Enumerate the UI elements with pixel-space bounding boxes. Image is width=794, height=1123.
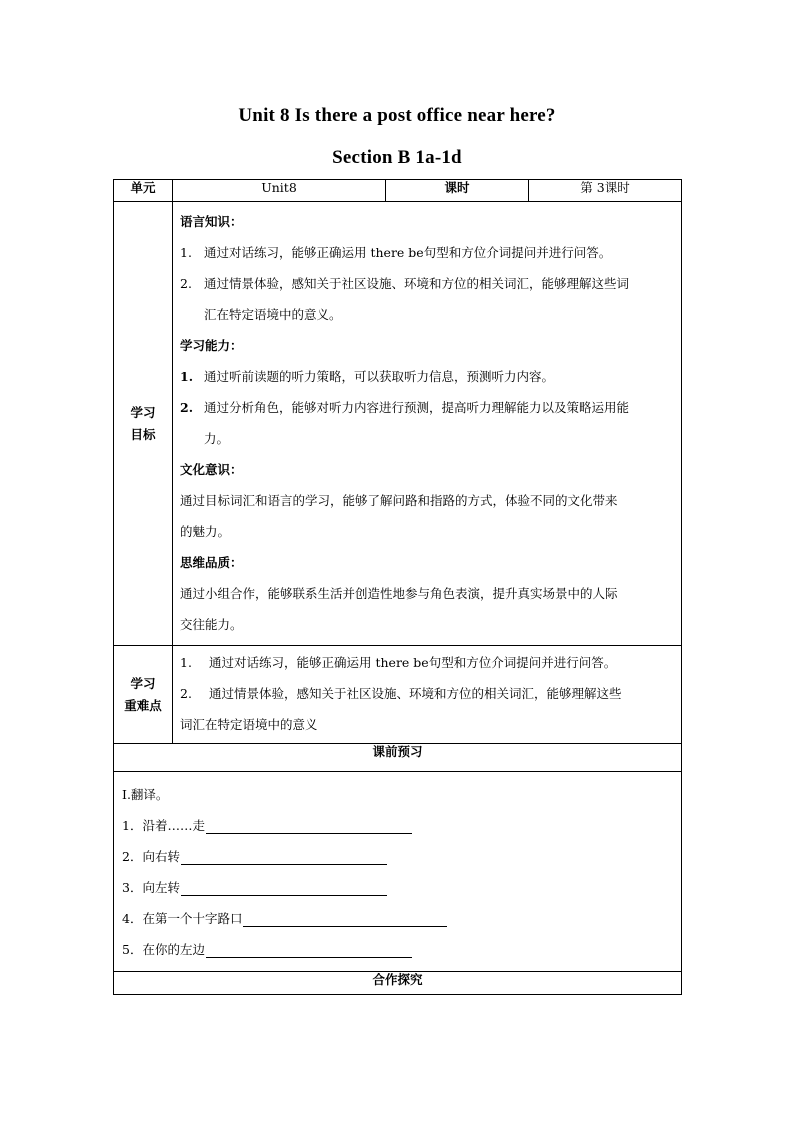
lesson-plan-table [113, 179, 682, 995]
key-points-row [114, 646, 682, 744]
objectives-row [114, 202, 682, 646]
item-text: 沿着……走 [142, 818, 205, 833]
unit-value: Unit8 [173, 180, 386, 202]
translation-item-4 [122, 903, 673, 934]
objectives-label-line2: 目标 [130, 426, 156, 442]
translation-item-3 [122, 872, 673, 903]
preview-content [114, 772, 682, 972]
item-text: 通过对话练习，能够正确运用 there be句型和方位介词提问并进行问答。 [204, 245, 612, 260]
key-point-2-continued: 词汇在特定语境中的意义 [180, 717, 318, 732]
item-number: 3． [122, 880, 143, 895]
language-item-1 [180, 237, 675, 268]
item-number: 1． [122, 818, 143, 833]
item-text-continued: 力。 [204, 431, 230, 446]
thinking-heading: 思维品质： [180, 555, 243, 570]
key-points-label-line1: 学习 [130, 675, 156, 691]
item-text: 向右转 [142, 849, 180, 864]
key-point-2: 通过情景体验，感知关于社区设施、环境和方位的相关词汇，能够理解这些 [209, 686, 622, 701]
item-number: 2． [122, 849, 143, 864]
answer-blank[interactable] [206, 940, 412, 958]
lesson-label: 课时 [386, 180, 529, 202]
item-text: 向左转 [142, 880, 180, 895]
answer-blank[interactable] [243, 909, 447, 927]
item-number: 1. [180, 245, 192, 260]
item-text: 通过情景体验，感知关于社区设施、环境和方位的相关词汇，能够理解这些词 [204, 276, 630, 291]
ability-item-2 [180, 392, 675, 454]
preview-section-title: 课前预习 [114, 744, 682, 772]
ability-item-1 [180, 361, 675, 392]
preview-content-row [114, 772, 682, 972]
lesson-value: 第 3课时 [529, 180, 682, 202]
culture-text-line1: 通过目标词汇和语言的学习，能够了解问路和指路的方式，体验不同的文化带来 [180, 493, 618, 508]
item-number: 4． [122, 911, 143, 926]
cooperation-section-title: 合作探究 [114, 972, 682, 995]
header-row [114, 180, 682, 202]
objectives-label [114, 202, 173, 646]
key-points-content [173, 646, 682, 744]
preview-title-row [114, 744, 682, 772]
item-text: 通过听前读题的听力策略，可以获取听力信息，预测听力内容。 [204, 369, 555, 384]
answer-blank[interactable] [181, 878, 387, 896]
key-point-1: 通过对话练习，能够正确运用 there be句型和方位介词提问并进行问答。 [209, 655, 617, 670]
item-number: 2. [180, 400, 194, 415]
translation-item-5 [122, 934, 673, 965]
objectives-content [173, 202, 682, 646]
item-number: 5． [122, 942, 143, 957]
translation-item-2 [122, 841, 673, 872]
item-number: 1. [180, 655, 192, 670]
objectives-label-line1: 学习 [130, 404, 156, 420]
document-title: Unit 8 Is there a post office near here? [238, 105, 556, 126]
culture-text-line2: 的魅力。 [180, 524, 231, 539]
thinking-text-line2: 交往能力。 [180, 617, 243, 632]
language-item-2 [180, 268, 675, 330]
item-text: 在第一个十字路口 [142, 911, 243, 926]
thinking-text-line1: 通过小组合作，能够联系生活并创造性地参与角色表演，提升真实场景中的人际 [180, 586, 618, 601]
item-number: 1. [180, 369, 194, 384]
translation-item-1 [122, 810, 673, 841]
document-subtitle: Section B 1a-1d [332, 147, 462, 168]
culture-heading: 文化意识： [180, 462, 243, 477]
cooperation-title-row [114, 972, 682, 995]
item-text: 在你的左边 [142, 942, 205, 957]
item-number: 2. [180, 276, 192, 291]
item-text: 通过分析角色，能够对听力内容进行预测，提高听力理解能力以及策略运用能 [204, 400, 630, 415]
item-number: 2. [180, 686, 192, 701]
unit-label: 单元 [114, 180, 173, 202]
ability-heading: 学习能力： [180, 338, 243, 353]
key-points-label-line2: 重难点 [124, 697, 162, 713]
language-heading: 语言知识： [180, 214, 243, 229]
answer-blank[interactable] [206, 816, 412, 834]
item-text-continued: 汇在特定语境中的意义。 [204, 307, 342, 322]
translation-heading: Ⅰ.翻译。 [122, 787, 169, 802]
answer-blank[interactable] [181, 847, 387, 865]
key-points-label [114, 646, 173, 744]
